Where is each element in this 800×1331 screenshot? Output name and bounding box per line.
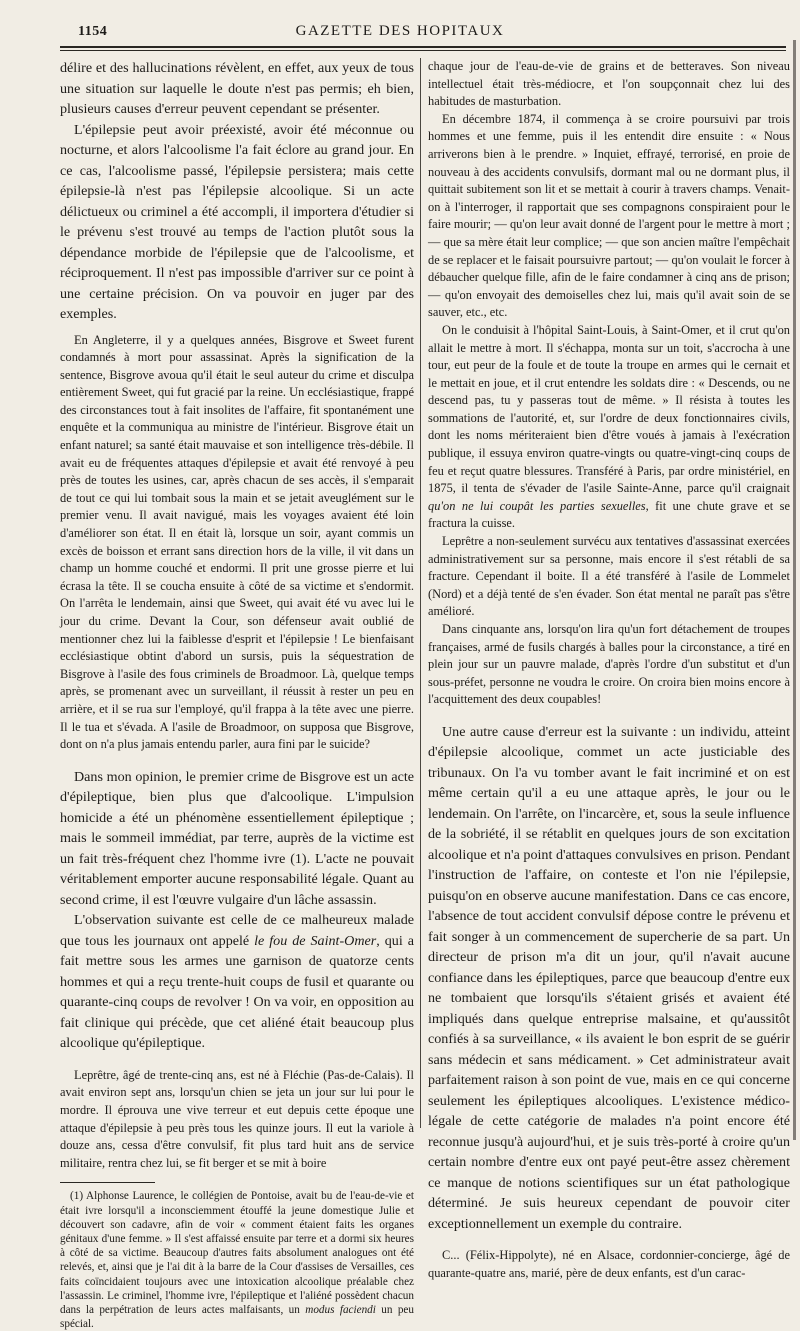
paragraph: délire et des hallucinations révèlent, en effet, aux yeux de tous une situation sur laquelle le doute n'est pas permis; eh bien, plusieurs causes d'erreur peuvent cependant se présenter. bbox=[60, 60, 414, 117]
text-run: L'observation suivante est celle de ce malheureux malade que tous les journaux ont appelé bbox=[60, 912, 414, 949]
text-run: un peu spécial. bbox=[60, 1303, 414, 1331]
paragraph bbox=[428, 322, 790, 533]
page-edge bbox=[793, 40, 796, 1140]
paragraph: Dans cinquante ans, lorsqu'on lira qu'un fort détachement de troupes françaises, armé de fusils chargés à balles pour la circonstance, a tiré en plein jour sur un pauvre malade, d'après l'ordre d'un substitut et d'un sous-préfet, personne ne voudra le croire. On croira bien moins encore à l'acquittement des deux coupables! bbox=[428, 622, 790, 707]
footnote bbox=[60, 1189, 414, 1331]
column-divider bbox=[420, 58, 421, 1128]
emphasis-text: le fou de Saint-Omer bbox=[254, 932, 377, 949]
footnote-rule bbox=[60, 1182, 155, 1183]
paragraph bbox=[60, 910, 414, 1054]
emphasis-text: modus faciendi bbox=[305, 1303, 376, 1316]
text-run: On le conduisit à l'hôpital Saint-Louis, à Saint-Omer, et il crut qu'on allait le mettre à mort. Il s'échappa, monta sur un toit, s'accrocha à une tour, eut peur de la foule et de toute la troupe en armes qui le cernait et le mettait en joue, et il crut entendre les soldats dire : « Descends, ou ne descend pas, tu y passeras tout de même. » Il résista à toutes les sommations de l'autorité, et, sur l'ordre de deux fonctionnaires civils, dont les noms mériteraient bien d'être voués à jamais à l'exécration publique, il essuya environ quatre-vingts ou quatre-vingt-cinq coups de feu et reçut quatre blessures. Transféré à Paris, par ordre ministériel, en 1875, il tenta de s'évader de l'asile Sainte-Anne, parce qu'il craignait bbox=[428, 322, 790, 496]
paragraph: Dans mon opinion, le premier crime de Bisgrove est un acte d'épileptique, bien plus que d'alcoolique. L'impulsion homicide a été un phénomène essentiellement épileptique ; mais le sommeil immédiat, par terre, auprès de la victime est un fait très-fréquent chez l'homme ivre (1). L'acte ne pouvait véritablement emporter aucune responsabilité légale. Quant au second crime, il est l'œuvre vulgaire d'un lâche assassin. bbox=[60, 768, 414, 908]
case-paragraph-c: C... (Félix-Hippolyte), né en Alsace, cordonnier-concierge, âgé de quarante-quatre ans, marié, père de deux enfants, est d'un carac- bbox=[428, 1248, 790, 1281]
paragraph: Une autre cause d'erreur est la suivante : un individu, atteint d'épilepsie alcoolique, commet un acte justiciable des tribunaux. On l'a vu tomber avant le fait incriminé et on est même certain qu'il a eu une attaque après, le jour ou le lendemain. On l'arrête, on l'incarcère, et, sous la seule influence de la sobriété, il se rétablit en quelques jours de son excitation alcoolique et n'a point d'attaques convulsives en prison. Pendant l'instruction de l'affaire, on conteste et l'on nie l'épilepsie, puisqu'on en observe aucune manifestation. Dans ce cas encore, l'absence de tout accident convulsif dépose contre le prévenu et fait songer à un commencement de supercherie de sa part. Un directeur de prison m'a dit un jour, qu'il n'avait aucune confiance dans les épileptiques, parce que beaucoup d'entre eux ne tombaient que lorsqu'ils s'étaient grisés et avaient été impliqués dans quelque entreprise malsaine, et qu'aussitôt confiés à sa surveillance, « ils avaient le bon esprit de se guérir sans médecin et sans médicament. » Cet administrateur avait parfaitement raison à son point de vue, mais en ce qui concerne seulement les épileptiques alcooliques. L'existence médico-légale de cette catégorie de malades n'a point encore été reconnue jusqu'à aujourd'hui, et je suis très-porté à croire qu'un certain nombre d'entre eux ont payé peut-être assez chèrement ce manque de notions scientifiques sur un état pathologique déterminé. Je suis heureux cependant de pouvoir citer exceptionnellement un exemple du contraire. bbox=[428, 723, 790, 1232]
paragraph: Leprêtre a non-seulement survécu aux tentatives d'assassinat exercées administrativement sur sa personne, mais encore il s'est rétabli de sa fracture. Cependant il boite. Il a été transféré à l'asile de Lommelet (Nord) et a déjà tenté de s'en évader. Son état mental ne paraît pas s'être amélioré. bbox=[428, 534, 790, 619]
case-paragraph-lepretre: Leprêtre, âgé de trente-cinq ans, est né à Fléchie (Pas-de-Calais). Il avait environ sept ans, lorsqu'un chien se jeta un jour sur lui pour le mordre. Il éprouva une vive terreur et eut depuis cette époque une attaque d'épilepsie à peu près tous les quinze jours. Il eut la variole à douze ans, cessa d'être convulsif, fit plus tard huit ans de service militaire, rentra chez lui, se fit berger et se mit à boire bbox=[60, 1067, 414, 1170]
header-rule bbox=[60, 46, 786, 48]
paragraph: chaque jour de l'eau-de-vie de grains et de betteraves. Son niveau intellectuel était très-médiocre, et l'on soupçonnait chez lui des habitudes de masturbation. bbox=[428, 59, 790, 109]
paragraph: L'épilepsie peut avoir préexisté, avoir été méconnue ou nocturne, et alors l'alcoolisme l'a fait éclore au grand jour. En ce cas, l'alcoolisme passé, l'épilepsie persistera; mais cette épilepsie-là n'est pas l'épilepsie alcoolique. Si un acte délictueux ou criminel a été accompli, il importera d'étudier si le prévenu s'est trouvé au temps de l'action plutôt sous la dépendance morbide de l'épilepsie que de l'alcoolisme, et réciproquement. Il n'est pas impossible d'arriver sur ce point à une certaine précision. On va pouvoir en juger par des exemples. bbox=[60, 121, 414, 322]
text-run: , qui a fait mettre sous les armes une garnison de quatorze cents hommes et qui a reçu trente-huit coups de fusil et quarante ou quarante-cinq coups de revolver ! On va voir, en opposition au fait clinique qui précède, que cet aliéné était beaucoup plus alcoolique qu'épileptique. bbox=[60, 932, 414, 1052]
case-paragraph-bisgrove: En Angleterre, il y a quelques années, Bisgrove et Sweet furent condamnés à mort pour assassinat. Après la signification de la sentence, Bisgrove avoua qu'il était le seul auteur du crime et disculpa entièrement Sweet, qui fut gracié par la reine. Un ecclésiastique, frappé des circonstances tout à fait insolites de l'affaire, fit spontanément une enquête et la communiqua au ministre de l'intérieur. Bisgrove était un enfant naturel; sa santé était mauvaise et son intelligence très-débile. Il avait eu de fréquentes attaques d'épilepsie et avait été renvoyé à peu près de toutes les usines, car, après chacun de ses accès, il s'emparait de tout ce qui lui tombait sous la main et se jetait aveuglément sur le premier venu. Il avait navigué, mais les voyages avaient été loin d'améliorer son état. Il en était là, lorsque un soir, ayant commis un excès de boisson et errant sans direction hors de la ville, il vit dans un champ un homme couché et endormi. Il prit une grosse pierre et lui écrasa la tête. Il se coucha ensuite à côté de sa victime et s'endormit. On l'arrêta le lendemain, ainsi que Sweet, qui avait été vu avec lui le jour du crime. Devant la Cour, son défenseur avait oublié de mentionner chez lui la faiblesse d'esprit et l'épilepsie ! Le bienfaisant ecclésiastique obtint d'abord un sursis, puis la séquestration de Bisgrove à l'asile des fous criminels de Broadmoor. Là, quelque temps après, se promenant avec un surveillant, il réussit à rester un peu en arrière, et il se rua sur l'employé, qu'il frappa à la tête avec une pierre. Il le tua et s'évada. A l'asile de Broadmoor, on supposa que Bisgrove, dont on n'a plus jamais entendu parler, aura fini par le suicide? bbox=[60, 332, 415, 752]
page-number: 1154 bbox=[78, 24, 108, 39]
right-column bbox=[428, 58, 790, 1283]
text-run: (1) Alphonse Laurence, le collégien de Pontoise, avait bu de l'eau-de-vie et était ivre lorsqu'il a inconsciemment étouffé la jeune domestique Julie et découvert son cadavre, afin de voir « comment étaient faits les organes génitaux d'une femme. » Il s'est affaissé ensuite par terre et a dormi six heures à côté de sa victime. Beaucoup d'autres faits absolument analogues ont été relevés, et, ainsi que je l'ai dit à la barre de la Cour d'assises de Versailles, ces faits coïncidaient toujours avec une intoxication alcoolique préalable chez l'assassin. Le criminel, l'homme ivre, l'épileptique et l'aliéné possèdent chacun dans la perpétration de leurs actes malfaisants, un bbox=[60, 1190, 414, 1316]
paragraph: En décembre 1874, il commença à se croire poursuivi par trois hommes et une femme, puis il les entendit dire ensuite : « Nous arriverons bien à le prendre. » Inquiet, effrayé, terrorisé, en proie de nouveau à des accidents convulsifs, dormant mal ou ne dormant plus, il quittait subitement son lit et se mettait à courir à travers champs. Venait-on à l'interroger, il rapportait que ses compagnons conspiraient pour le faire mourir; — qu'on leur avait donné de l'argent pour le mettre à mort ; — que sa mère était leur complice; — que son ancien maître l'empêchait de se replacer et le faisait poursuivre partout; — qu'on voulait le forcer à débaucher quelque fille, afin de le faire condamner à cinq ans de prison; — qu'on envoyait des demoiselles chez lui, mais qu'il avait soin de se sauver, etc., etc. bbox=[428, 111, 790, 320]
text-run: , fit une chute grave et se fractura la cuisse. bbox=[428, 498, 790, 531]
header-rule-thin bbox=[60, 50, 786, 51]
emphasis-text: qu'on ne lui coupât les parties sexuelles bbox=[428, 498, 646, 513]
running-title: GAZETTE DES HOPITAUX bbox=[295, 23, 505, 39]
left-column bbox=[60, 58, 414, 1331]
